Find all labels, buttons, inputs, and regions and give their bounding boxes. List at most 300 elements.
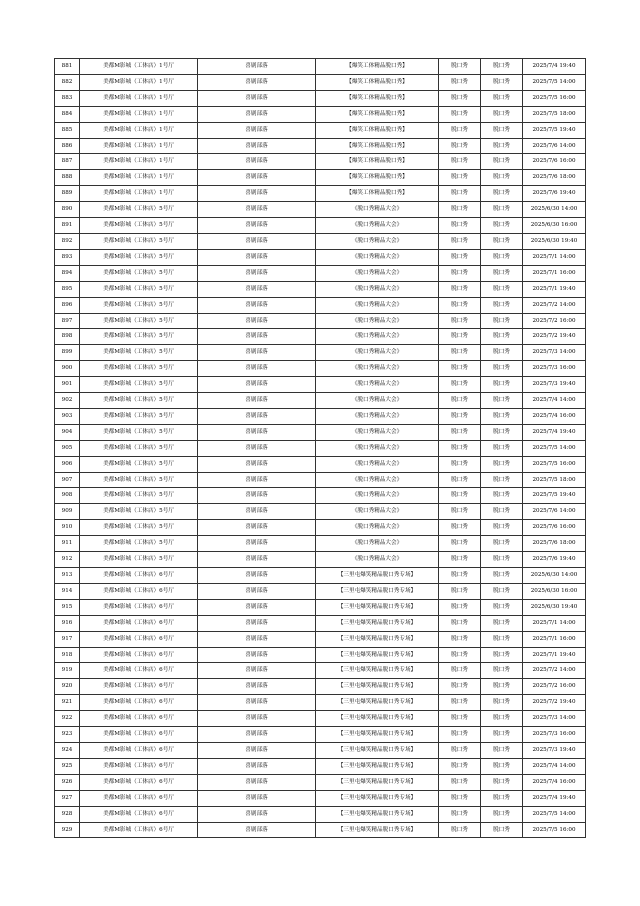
performance-type-cell: 脱口秀: [439, 59, 481, 75]
category-cell: 脱口秀: [481, 647, 523, 663]
organizer-cell: 喜剧部落: [198, 663, 316, 679]
row-number-cell: 889: [55, 186, 80, 202]
show-time-cell: 2025/7/2 14:00: [523, 663, 586, 679]
performance-type-cell: 脱口秀: [439, 345, 481, 361]
row-number-cell: 919: [55, 663, 80, 679]
row-number-cell: 897: [55, 313, 80, 329]
show-time-cell: 2025/6/30 19:40: [523, 233, 586, 249]
organizer-cell: 喜剧部落: [198, 186, 316, 202]
show-title-cell: 【三里屯爆笑精品脱口秀专场】: [316, 742, 439, 758]
show-time-cell: 2025/7/6 16:00: [523, 154, 586, 170]
show-time-cell: 2025/7/5 19:40: [523, 488, 586, 504]
table-row: [55, 663, 586, 679]
table-row: [55, 568, 586, 584]
show-title-cell: 【爆笑工体精品脱口秀】: [316, 74, 439, 90]
category-cell: 脱口秀: [481, 758, 523, 774]
performance-type-cell: 脱口秀: [439, 408, 481, 424]
row-number-cell: 918: [55, 647, 80, 663]
show-time-cell: 2025/6/30 16:00: [523, 583, 586, 599]
category-cell: 脱口秀: [481, 631, 523, 647]
cinema-hall-cell: 美都M影城（工体店）5号厅: [80, 249, 198, 265]
row-number-cell: 911: [55, 536, 80, 552]
show-title-cell: 《脱口秀精品大会》: [316, 281, 439, 297]
category-cell: 脱口秀: [481, 377, 523, 393]
show-time-cell: 2025/6/30 14:00: [523, 568, 586, 584]
category-cell: 脱口秀: [481, 393, 523, 409]
cinema-hall-cell: 美都M影城（工体店）5号厅: [80, 361, 198, 377]
show-title-cell: 《脱口秀精品大会》: [316, 218, 439, 234]
show-title-cell: 【三里屯爆笑精品脱口秀专场】: [316, 774, 439, 790]
show-time-cell: 2025/7/5 14:00: [523, 806, 586, 822]
show-title-cell: 【爆笑工体精品脱口秀】: [316, 90, 439, 106]
show-title-cell: 【爆笑工体精品脱口秀】: [316, 186, 439, 202]
category-cell: 脱口秀: [481, 568, 523, 584]
cinema-hall-cell: 美都M影城（工体店）5号厅: [80, 456, 198, 472]
row-number-cell: 896: [55, 297, 80, 313]
category-cell: 脱口秀: [481, 790, 523, 806]
category-cell: 脱口秀: [481, 122, 523, 138]
cinema-hall-cell: 美都M影城（工体店）6号厅: [80, 790, 198, 806]
show-time-cell: 2025/7/4 16:00: [523, 774, 586, 790]
category-cell: 脱口秀: [481, 249, 523, 265]
table-row: [55, 536, 586, 552]
cinema-hall-cell: 美都M影城（工体店）6号厅: [80, 806, 198, 822]
row-number-cell: 904: [55, 424, 80, 440]
table-row: [55, 679, 586, 695]
performance-type-cell: 脱口秀: [439, 711, 481, 727]
table-row: [55, 106, 586, 122]
table-row: [55, 806, 586, 822]
cinema-hall-cell: 美都M影城（工体店）6号厅: [80, 583, 198, 599]
table-row: [55, 408, 586, 424]
show-time-cell: 2025/7/1 19:40: [523, 647, 586, 663]
organizer-cell: 喜剧部落: [198, 202, 316, 218]
cinema-hall-cell: 美都M影城（工体店）5号厅: [80, 313, 198, 329]
show-time-cell: 2025/7/5 18:00: [523, 472, 586, 488]
category-cell: 脱口秀: [481, 345, 523, 361]
show-time-cell: 2025/7/2 16:00: [523, 313, 586, 329]
category-cell: 脱口秀: [481, 170, 523, 186]
table-row: [55, 393, 586, 409]
show-title-cell: 《脱口秀精品大会》: [316, 313, 439, 329]
table-row: [55, 472, 586, 488]
table-row: [55, 440, 586, 456]
show-title-cell: 【爆笑工体精品脱口秀】: [316, 106, 439, 122]
show-title-cell: 【三里屯爆笑精品脱口秀专场】: [316, 790, 439, 806]
table-row: [55, 74, 586, 90]
category-cell: 脱口秀: [481, 456, 523, 472]
cinema-hall-cell: 美都M影城（工体店）5号厅: [80, 233, 198, 249]
category-cell: 脱口秀: [481, 774, 523, 790]
table-row: [55, 122, 586, 138]
cinema-hall-cell: 美都M影城（工体店）5号厅: [80, 488, 198, 504]
show-time-cell: 2025/7/3 19:40: [523, 377, 586, 393]
category-cell: 脱口秀: [481, 599, 523, 615]
organizer-cell: 喜剧部落: [198, 568, 316, 584]
show-time-cell: 2025/7/5 19:40: [523, 122, 586, 138]
table-row: [55, 711, 586, 727]
performance-type-cell: 脱口秀: [439, 281, 481, 297]
category-cell: 脱口秀: [481, 663, 523, 679]
table-row: [55, 361, 586, 377]
performance-type-cell: 脱口秀: [439, 695, 481, 711]
show-time-cell: 2025/7/2 19:40: [523, 329, 586, 345]
performance-type-cell: 脱口秀: [439, 265, 481, 281]
table-row: [55, 822, 586, 838]
show-time-cell: 2025/7/6 14:00: [523, 504, 586, 520]
organizer-cell: 喜剧部落: [198, 488, 316, 504]
category-cell: 脱口秀: [481, 424, 523, 440]
table-row: [55, 59, 586, 75]
cinema-hall-cell: 美都M影城（工体店）6号厅: [80, 599, 198, 615]
organizer-cell: 喜剧部落: [198, 74, 316, 90]
show-title-cell: 《脱口秀精品大会》: [316, 520, 439, 536]
cinema-hall-cell: 美都M影城（工体店）5号厅: [80, 218, 198, 234]
performance-type-cell: 脱口秀: [439, 806, 481, 822]
cinema-hall-cell: 美都M影城（工体店）6号厅: [80, 568, 198, 584]
organizer-cell: 喜剧部落: [198, 122, 316, 138]
show-time-cell: 2025/7/5 16:00: [523, 822, 586, 838]
row-number-cell: 926: [55, 774, 80, 790]
show-time-cell: 2025/7/6 19:40: [523, 186, 586, 202]
cinema-hall-cell: 美都M影城（工体店）6号厅: [80, 647, 198, 663]
row-number-cell: 895: [55, 281, 80, 297]
table-row: [55, 552, 586, 568]
performance-type-cell: 脱口秀: [439, 679, 481, 695]
row-number-cell: 915: [55, 599, 80, 615]
cinema-hall-cell: 美都M影城（工体店）6号厅: [80, 822, 198, 838]
performance-type-cell: 脱口秀: [439, 122, 481, 138]
organizer-cell: 喜剧部落: [198, 90, 316, 106]
category-cell: 脱口秀: [481, 186, 523, 202]
show-time-cell: 2025/7/2 19:40: [523, 695, 586, 711]
row-number-cell: 906: [55, 456, 80, 472]
cinema-hall-cell: 美都M影城（工体店）5号厅: [80, 329, 198, 345]
show-title-cell: 【爆笑工体精品脱口秀】: [316, 154, 439, 170]
performance-type-cell: 脱口秀: [439, 424, 481, 440]
table-row: [55, 583, 586, 599]
row-number-cell: 920: [55, 679, 80, 695]
cinema-hall-cell: 美都M影城（工体店）6号厅: [80, 742, 198, 758]
category-cell: 脱口秀: [481, 806, 523, 822]
organizer-cell: 喜剧部落: [198, 329, 316, 345]
cinema-hall-cell: 美都M影城（工体店）1号厅: [80, 186, 198, 202]
organizer-cell: 喜剧部落: [198, 106, 316, 122]
show-time-cell: 2025/7/3 14:00: [523, 711, 586, 727]
show-title-cell: 【三里屯爆笑精品脱口秀专场】: [316, 615, 439, 631]
organizer-cell: 喜剧部落: [198, 265, 316, 281]
show-time-cell: 2025/7/6 16:00: [523, 520, 586, 536]
performance-type-cell: 脱口秀: [439, 361, 481, 377]
show-time-cell: 2025/7/3 16:00: [523, 727, 586, 743]
table-row: [55, 233, 586, 249]
schedule-table: [54, 58, 586, 838]
show-title-cell: 《脱口秀精品大会》: [316, 536, 439, 552]
organizer-cell: 喜剧部落: [198, 647, 316, 663]
cinema-hall-cell: 美都M影城（工体店）1号厅: [80, 138, 198, 154]
organizer-cell: 喜剧部落: [198, 599, 316, 615]
cinema-hall-cell: 美都M影城（工体店）5号厅: [80, 536, 198, 552]
row-number-cell: 908: [55, 488, 80, 504]
organizer-cell: 喜剧部落: [198, 424, 316, 440]
table-row: [55, 727, 586, 743]
performance-type-cell: 脱口秀: [439, 583, 481, 599]
show-title-cell: 【三里屯爆笑精品脱口秀专场】: [316, 806, 439, 822]
category-cell: 脱口秀: [481, 711, 523, 727]
category-cell: 脱口秀: [481, 329, 523, 345]
show-time-cell: 2025/7/5 14:00: [523, 440, 586, 456]
performance-type-cell: 脱口秀: [439, 186, 481, 202]
row-number-cell: 888: [55, 170, 80, 186]
organizer-cell: 喜剧部落: [198, 520, 316, 536]
category-cell: 脱口秀: [481, 74, 523, 90]
cinema-hall-cell: 美都M影城（工体店）5号厅: [80, 393, 198, 409]
show-title-cell: 《脱口秀精品大会》: [316, 345, 439, 361]
show-title-cell: 《脱口秀精品大会》: [316, 456, 439, 472]
organizer-cell: 喜剧部落: [198, 727, 316, 743]
show-time-cell: 2025/7/1 19:40: [523, 281, 586, 297]
schedule-table-body: [55, 59, 586, 838]
table-row: [55, 456, 586, 472]
performance-type-cell: 脱口秀: [439, 170, 481, 186]
organizer-cell: 喜剧部落: [198, 774, 316, 790]
show-title-cell: 【三里屯爆笑精品脱口秀专场】: [316, 679, 439, 695]
show-title-cell: 《脱口秀精品大会》: [316, 297, 439, 313]
category-cell: 脱口秀: [481, 154, 523, 170]
row-number-cell: 884: [55, 106, 80, 122]
table-row: [55, 758, 586, 774]
organizer-cell: 喜剧部落: [198, 790, 316, 806]
performance-type-cell: 脱口秀: [439, 615, 481, 631]
organizer-cell: 喜剧部落: [198, 615, 316, 631]
organizer-cell: 喜剧部落: [198, 822, 316, 838]
cinema-hall-cell: 美都M影城（工体店）6号厅: [80, 631, 198, 647]
row-number-cell: 925: [55, 758, 80, 774]
show-title-cell: 【三里屯爆笑精品脱口秀专场】: [316, 583, 439, 599]
table-row: [55, 313, 586, 329]
table-row: [55, 774, 586, 790]
performance-type-cell: 脱口秀: [439, 393, 481, 409]
organizer-cell: 喜剧部落: [198, 377, 316, 393]
performance-type-cell: 脱口秀: [439, 456, 481, 472]
cinema-hall-cell: 美都M影城（工体店）6号厅: [80, 679, 198, 695]
performance-type-cell: 脱口秀: [439, 233, 481, 249]
show-title-cell: 【三里屯爆笑精品脱口秀专场】: [316, 631, 439, 647]
category-cell: 脱口秀: [481, 440, 523, 456]
show-title-cell: 《脱口秀精品大会》: [316, 233, 439, 249]
organizer-cell: 喜剧部落: [198, 249, 316, 265]
table-row: [55, 520, 586, 536]
category-cell: 脱口秀: [481, 59, 523, 75]
cinema-hall-cell: 美都M影城（工体店）5号厅: [80, 265, 198, 281]
organizer-cell: 喜剧部落: [198, 504, 316, 520]
performance-type-cell: 脱口秀: [439, 74, 481, 90]
organizer-cell: 喜剧部落: [198, 154, 316, 170]
performance-type-cell: 脱口秀: [439, 758, 481, 774]
table-row: [55, 202, 586, 218]
cinema-hall-cell: 美都M影城（工体店）5号厅: [80, 297, 198, 313]
table-row: [55, 488, 586, 504]
performance-type-cell: 脱口秀: [439, 790, 481, 806]
show-time-cell: 2025/7/6 14:00: [523, 138, 586, 154]
row-number-cell: 902: [55, 393, 80, 409]
performance-type-cell: 脱口秀: [439, 249, 481, 265]
cinema-hall-cell: 美都M影城（工体店）5号厅: [80, 504, 198, 520]
row-number-cell: 903: [55, 408, 80, 424]
category-cell: 脱口秀: [481, 218, 523, 234]
table-row: [55, 154, 586, 170]
cinema-hall-cell: 美都M影城（工体店）1号厅: [80, 90, 198, 106]
row-number-cell: 885: [55, 122, 80, 138]
organizer-cell: 喜剧部落: [198, 711, 316, 727]
category-cell: 脱口秀: [481, 138, 523, 154]
category-cell: 脱口秀: [481, 408, 523, 424]
cinema-hall-cell: 美都M影城（工体店）5号厅: [80, 472, 198, 488]
row-number-cell: 924: [55, 742, 80, 758]
show-title-cell: 《脱口秀精品大会》: [316, 329, 439, 345]
show-time-cell: 2025/7/6 18:00: [523, 536, 586, 552]
performance-type-cell: 脱口秀: [439, 106, 481, 122]
organizer-cell: 喜剧部落: [198, 679, 316, 695]
organizer-cell: 喜剧部落: [198, 281, 316, 297]
row-number-cell: 894: [55, 265, 80, 281]
show-title-cell: 《脱口秀精品大会》: [316, 424, 439, 440]
cinema-hall-cell: 美都M影城（工体店）5号厅: [80, 345, 198, 361]
performance-type-cell: 脱口秀: [439, 536, 481, 552]
row-number-cell: 916: [55, 615, 80, 631]
table-row: [55, 297, 586, 313]
performance-type-cell: 脱口秀: [439, 742, 481, 758]
category-cell: 脱口秀: [481, 202, 523, 218]
show-title-cell: 【三里屯爆笑精品脱口秀专场】: [316, 727, 439, 743]
category-cell: 脱口秀: [481, 361, 523, 377]
table-row: [55, 424, 586, 440]
row-number-cell: 899: [55, 345, 80, 361]
organizer-cell: 喜剧部落: [198, 472, 316, 488]
row-number-cell: 882: [55, 74, 80, 90]
row-number-cell: 912: [55, 552, 80, 568]
show-title-cell: 【三里屯爆笑精品脱口秀专场】: [316, 695, 439, 711]
show-time-cell: 2025/7/4 19:40: [523, 59, 586, 75]
show-time-cell: 2025/7/1 16:00: [523, 631, 586, 647]
organizer-cell: 喜剧部落: [198, 233, 316, 249]
row-number-cell: 921: [55, 695, 80, 711]
row-number-cell: 922: [55, 711, 80, 727]
show-time-cell: 2025/7/4 14:00: [523, 758, 586, 774]
cinema-hall-cell: 美都M影城（工体店）1号厅: [80, 59, 198, 75]
category-cell: 脱口秀: [481, 822, 523, 838]
show-time-cell: 2025/7/2 16:00: [523, 679, 586, 695]
show-title-cell: 《脱口秀精品大会》: [316, 504, 439, 520]
show-title-cell: 【爆笑工体精品脱口秀】: [316, 170, 439, 186]
performance-type-cell: 脱口秀: [439, 440, 481, 456]
show-title-cell: 《脱口秀精品大会》: [316, 408, 439, 424]
organizer-cell: 喜剧部落: [198, 806, 316, 822]
category-cell: 脱口秀: [481, 297, 523, 313]
show-title-cell: 《脱口秀精品大会》: [316, 472, 439, 488]
show-title-cell: 【三里屯爆笑精品脱口秀专场】: [316, 647, 439, 663]
category-cell: 脱口秀: [481, 536, 523, 552]
row-number-cell: 909: [55, 504, 80, 520]
show-time-cell: 2025/7/3 16:00: [523, 361, 586, 377]
performance-type-cell: 脱口秀: [439, 472, 481, 488]
cinema-hall-cell: 美都M影城（工体店）1号厅: [80, 170, 198, 186]
show-time-cell: 2025/7/3 14:00: [523, 345, 586, 361]
show-time-cell: 2025/7/6 18:00: [523, 170, 586, 186]
performance-type-cell: 脱口秀: [439, 552, 481, 568]
table-row: [55, 599, 586, 615]
show-title-cell: 《脱口秀精品大会》: [316, 393, 439, 409]
table-row: [55, 695, 586, 711]
performance-type-cell: 脱口秀: [439, 202, 481, 218]
cinema-hall-cell: 美都M影城（工体店）5号厅: [80, 281, 198, 297]
organizer-cell: 喜剧部落: [198, 456, 316, 472]
category-cell: 脱口秀: [481, 472, 523, 488]
cinema-hall-cell: 美都M影城（工体店）6号厅: [80, 711, 198, 727]
row-number-cell: 900: [55, 361, 80, 377]
category-cell: 脱口秀: [481, 313, 523, 329]
table-row: [55, 249, 586, 265]
cinema-hall-cell: 美都M影城（工体店）1号厅: [80, 74, 198, 90]
row-number-cell: 917: [55, 631, 80, 647]
row-number-cell: 910: [55, 520, 80, 536]
show-time-cell: 2025/7/5 16:00: [523, 90, 586, 106]
row-number-cell: 887: [55, 154, 80, 170]
show-title-cell: 《脱口秀精品大会》: [316, 202, 439, 218]
organizer-cell: 喜剧部落: [198, 59, 316, 75]
performance-type-cell: 脱口秀: [439, 218, 481, 234]
row-number-cell: 928: [55, 806, 80, 822]
cinema-hall-cell: 美都M影城（工体店）1号厅: [80, 122, 198, 138]
show-title-cell: 【三里屯爆笑精品脱口秀专场】: [316, 599, 439, 615]
table-row: [55, 90, 586, 106]
category-cell: 脱口秀: [481, 504, 523, 520]
organizer-cell: 喜剧部落: [198, 742, 316, 758]
row-number-cell: 883: [55, 90, 80, 106]
cinema-hall-cell: 美都M影城（工体店）6号厅: [80, 727, 198, 743]
cinema-hall-cell: 美都M影城（工体店）6号厅: [80, 695, 198, 711]
show-title-cell: 【三里屯爆笑精品脱口秀专场】: [316, 711, 439, 727]
performance-type-cell: 脱口秀: [439, 329, 481, 345]
organizer-cell: 喜剧部落: [198, 345, 316, 361]
performance-type-cell: 脱口秀: [439, 138, 481, 154]
show-time-cell: 2025/7/1 14:00: [523, 615, 586, 631]
organizer-cell: 喜剧部落: [198, 631, 316, 647]
performance-type-cell: 脱口秀: [439, 647, 481, 663]
organizer-cell: 喜剧部落: [198, 552, 316, 568]
show-title-cell: 【三里屯爆笑精品脱口秀专场】: [316, 822, 439, 838]
show-time-cell: 2025/7/3 19:40: [523, 742, 586, 758]
organizer-cell: 喜剧部落: [198, 361, 316, 377]
show-title-cell: 【三里屯爆笑精品脱口秀专场】: [316, 663, 439, 679]
performance-type-cell: 脱口秀: [439, 568, 481, 584]
cinema-hall-cell: 美都M影城（工体店）5号厅: [80, 552, 198, 568]
cinema-hall-cell: 美都M影城（工体店）5号厅: [80, 202, 198, 218]
show-title-cell: 【三里屯爆笑精品脱口秀专场】: [316, 568, 439, 584]
show-time-cell: 2025/6/30 16:00: [523, 218, 586, 234]
show-title-cell: 【爆笑工体精品脱口秀】: [316, 122, 439, 138]
cinema-hall-cell: 美都M影城（工体店）5号厅: [80, 424, 198, 440]
performance-type-cell: 脱口秀: [439, 154, 481, 170]
table-row: [55, 504, 586, 520]
row-number-cell: 893: [55, 249, 80, 265]
show-time-cell: 2025/6/30 14:00: [523, 202, 586, 218]
show-title-cell: 《脱口秀精品大会》: [316, 440, 439, 456]
organizer-cell: 喜剧部落: [198, 218, 316, 234]
table-row: [55, 186, 586, 202]
category-cell: 脱口秀: [481, 695, 523, 711]
cinema-hall-cell: 美都M影城（工体店）5号厅: [80, 520, 198, 536]
